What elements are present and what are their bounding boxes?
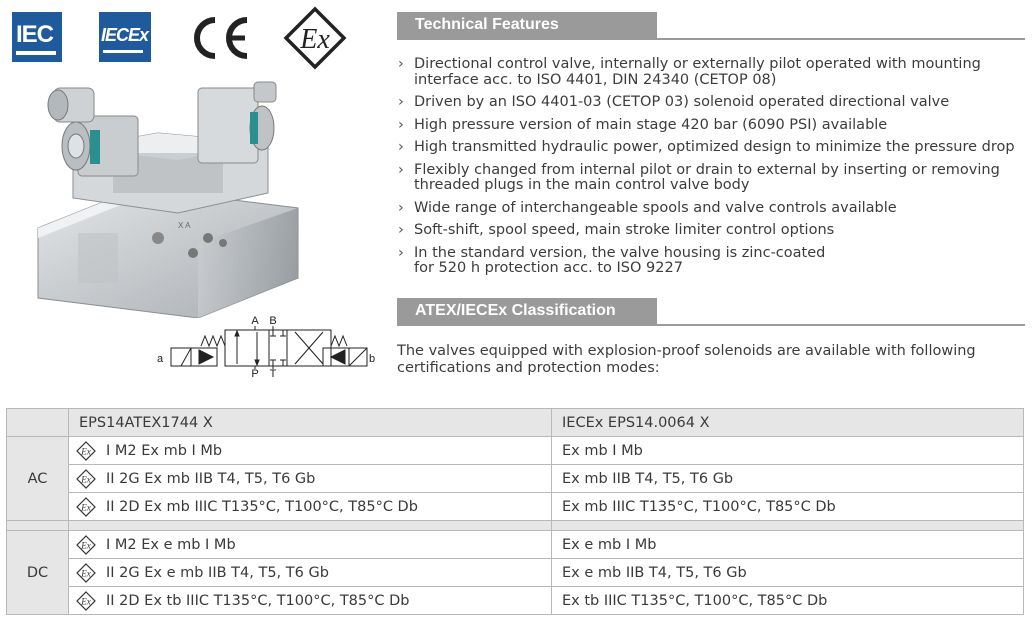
- valve-illustration: [18, 78, 308, 318]
- atex-cell: [69, 493, 552, 521]
- table-header-empty-cell: [7, 409, 69, 437]
- atex-cell: [69, 559, 552, 587]
- svg-text:Ex: Ex: [300, 24, 330, 55]
- svg-text:X A: X A: [178, 221, 191, 230]
- iecex-cell: Ex mb IIIC T135°C, T100°C, T85°C Db: [552, 493, 1024, 521]
- schematic-solenoid-a: a: [157, 353, 164, 365]
- iecex-cell: Ex e mb IIB T4, T5, T6 Gb: [552, 559, 1024, 587]
- svg-text:Ex: Ex: [81, 502, 91, 512]
- ce-mark-logo: [185, 10, 255, 65]
- technical-features-header: [397, 12, 1025, 40]
- iecex-logo: [99, 12, 151, 62]
- svg-text:Ex: Ex: [81, 474, 91, 484]
- iec-logo-bar: [16, 51, 56, 55]
- schematic-port-b: B: [269, 315, 277, 327]
- atex-intro-text: [397, 343, 1017, 376]
- feature-line-1: Soft-shift, spool speed, main stroke limiter control options: [414, 222, 835, 238]
- iecex-cell: Ex mb I Mb: [552, 437, 1024, 465]
- iec-logo-text: IEC: [16, 21, 54, 48]
- ex-mark-icon: [76, 591, 96, 611]
- feature-line-1: High transmitted hydraulic power, optimized design to minimize the pressure drop: [414, 139, 1015, 155]
- feature-line-2: threaded plugs in the main control valve body: [414, 177, 750, 193]
- ex-explosion-proof-logo: [283, 6, 347, 70]
- iec-logo: [12, 12, 62, 62]
- iecex-cell: Ex e mb I Mb: [552, 531, 1024, 559]
- atex-intro-line-1: The valves equipped with explosion-proof solenoids are available with following: [397, 343, 976, 359]
- feature-item: [397, 246, 1027, 277]
- atex-intro-line-2: certifications and protection modes:: [397, 359, 660, 376]
- iecex-logo-text: IECEx: [101, 25, 149, 45]
- feature-item: [397, 95, 1027, 111]
- feature-line-2: interface acc. to ISO 4401, DIN 24340 (CETOP 08): [414, 71, 777, 88]
- group-label-dc: DC: [7, 531, 69, 615]
- iecex-logo-bar: [103, 50, 143, 53]
- atex-value: II 2D Ex mb IIIC T135°C, T100°C, T85°C Db: [106, 498, 418, 515]
- feature-line-1: Flexibly changed from internal pilot or drain to external by inserting or removing: [414, 161, 1000, 178]
- iecex-cell: Ex tb IIIC T135°C, T100°C, T85°C Db: [552, 587, 1024, 615]
- ex-mark-icon: [76, 563, 96, 583]
- hydraulic-schematic: [155, 314, 380, 380]
- ex-mark-icon: [76, 535, 96, 555]
- table-header-iecex: IECEx EPS14.0064 X: [552, 409, 1024, 437]
- svg-text:Ex: Ex: [81, 446, 91, 456]
- feature-line-1: Wide range of interchangeable spools and valve controls available: [414, 199, 897, 216]
- feature-line-1: In the standard version, the valve housing is zinc-coated: [414, 244, 826, 261]
- feature-item: [397, 140, 1027, 156]
- table-row: [7, 493, 1024, 521]
- feature-item: [397, 201, 1027, 217]
- ex-mark-icon: [76, 469, 96, 489]
- feature-line-1: High pressure version of main stage 420 bar (6090 PSI) available: [414, 116, 888, 133]
- table-group-spacer: [7, 521, 1024, 531]
- ex-mark-icon: [76, 441, 96, 461]
- svg-text:Ex: Ex: [81, 540, 91, 550]
- feature-line-2: for 520 h protection acc. to ISO 9227: [414, 260, 683, 276]
- ex-mark-icon: [76, 497, 96, 517]
- feature-line-1: Driven by an ISO 4401-03 (CETOP 03) solenoid operated directional valve: [414, 94, 950, 110]
- feature-line-1: Directional control valve, internally or externally pilot operated with mounting: [414, 56, 981, 72]
- technical-features-list: [397, 57, 1027, 284]
- schematic-port-t: T: [269, 368, 277, 380]
- table-row: [7, 531, 1024, 559]
- svg-text:Ex: Ex: [81, 596, 91, 606]
- table-row: [7, 587, 1024, 615]
- feature-item: [397, 118, 1027, 134]
- atex-cell: [69, 531, 552, 559]
- certification-table: [6, 408, 1024, 615]
- atex-value: I M2 Ex mb I Mb: [106, 442, 223, 459]
- schematic-solenoid-b: b: [369, 353, 376, 365]
- atex-value: II 2G Ex e mb IIB T4, T5, T6 Gb: [106, 564, 329, 581]
- table-header-row: [7, 409, 1024, 437]
- feature-item: [397, 163, 1027, 194]
- group-label-ac: AC: [7, 437, 69, 521]
- atex-value: I M2 Ex e mb I Mb: [106, 536, 236, 553]
- table-row: [7, 559, 1024, 587]
- schematic-port-a: A: [251, 315, 259, 327]
- atex-classification-header: [397, 298, 1025, 326]
- atex-cell: [69, 587, 552, 615]
- feature-item: [397, 223, 1027, 239]
- table-row: [7, 437, 1024, 465]
- iecex-cell: Ex mb IIB T4, T5, T6 Gb: [552, 465, 1024, 493]
- svg-text:Ex: Ex: [81, 568, 91, 578]
- feature-item: [397, 57, 1027, 88]
- table-row: [7, 465, 1024, 493]
- atex-value: II 2G Ex mb IIB T4, T5, T6 Gb: [106, 470, 316, 487]
- atex-cell: [69, 465, 552, 493]
- atex-cell: [69, 437, 552, 465]
- atex-value: II 2D Ex tb IIIC T135°C, T100°C, T85°C Db: [106, 592, 410, 609]
- atex-classification-title: ATEX/IECEx Classification: [397, 298, 657, 324]
- table-header-atex: EPS14ATEX1744 X: [69, 409, 552, 437]
- technical-features-title: Technical Features: [397, 12, 657, 38]
- schematic-port-p: P: [251, 368, 259, 380]
